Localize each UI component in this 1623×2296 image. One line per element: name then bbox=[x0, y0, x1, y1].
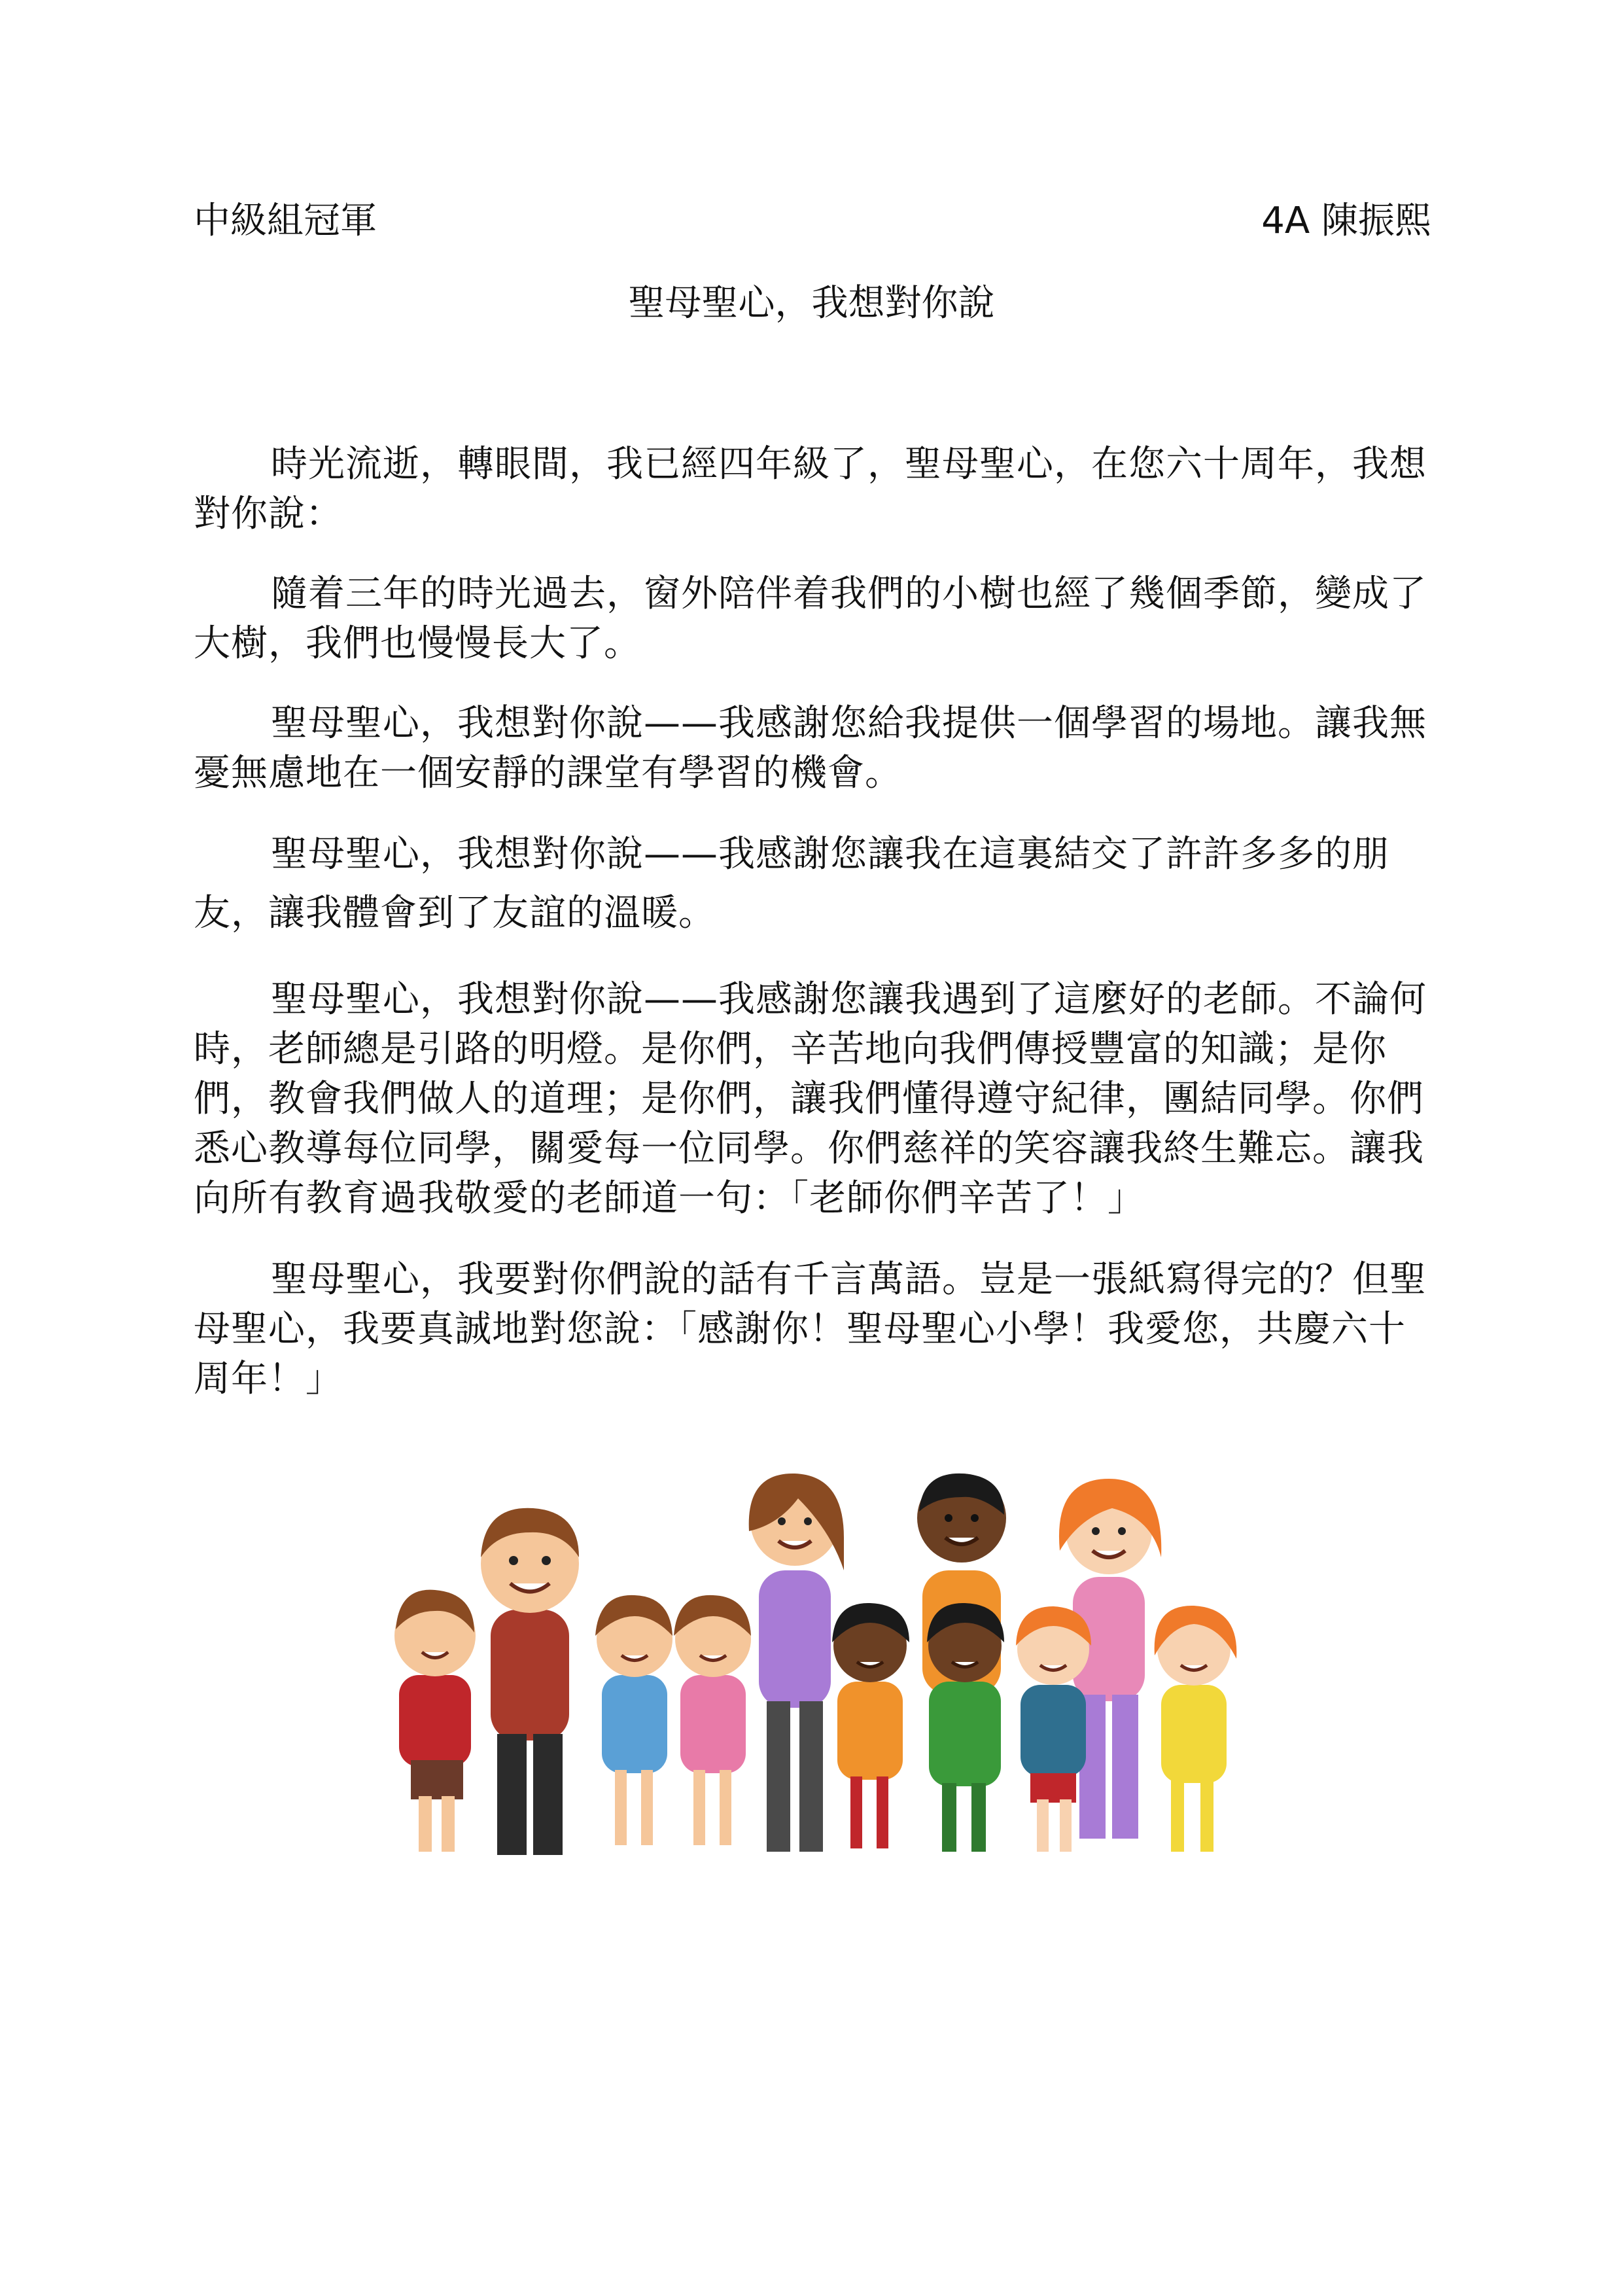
paragraph-line: 周年！」 bbox=[194, 1358, 343, 1400]
paragraph-1 bbox=[194, 440, 1450, 539]
paragraph-line: 對你說： bbox=[194, 493, 343, 535]
essay-title: 聖母聖心，我想對你說 bbox=[628, 282, 995, 325]
paragraph-line: 聖母聖心，我想對你說——我感謝您給我提供一個學習的場地。讓我無 bbox=[271, 702, 1427, 745]
child-figure bbox=[1155, 1606, 1237, 1852]
paragraph-line: 聖母聖心，我想對你說——我感謝您讓我遇到了這麼好的老師。不論何 bbox=[271, 978, 1427, 1021]
paragraph-2 bbox=[194, 569, 1450, 669]
paragraph-line: 友，讓我體會到了友誼的溫暖。 bbox=[194, 892, 716, 934]
adult-man-figure bbox=[481, 1508, 579, 1855]
paragraph-line: 隨着三年的時光過去，窗外陪伴着我們的小樹也經了幾個季節，變成了 bbox=[271, 573, 1427, 615]
child-figure bbox=[394, 1590, 476, 1852]
paragraph-line: 時，老師總是引路的明燈。是你們，辛苦地向我們傳授豐富的知識；是你 bbox=[194, 1028, 1387, 1070]
paragraph-3 bbox=[194, 699, 1450, 798]
paragraph-5 bbox=[194, 975, 1450, 1224]
paragraph-line: 聖母聖心，我要對你們說的話有千言萬語。豈是一張紙寫得完的？但聖 bbox=[271, 1258, 1427, 1301]
paragraph-line: 憂無慮地在一個安靜的課堂有學習的機會。 bbox=[194, 752, 902, 794]
child-figure bbox=[674, 1595, 751, 1845]
paragraph-line: 向所有教育過我敬愛的老師道一句：「老師你們辛苦了！」 bbox=[194, 1177, 1145, 1220]
paragraph-line: 們，教會我們做人的道理；是你們，讓我們懂得遵守紀律，團結同學。你們 bbox=[194, 1078, 1424, 1120]
paragraph-line: 悉心教導每位同學，關愛每一位同學。你們慈祥的笑容讓我終生難忘。讓我 bbox=[194, 1127, 1424, 1170]
paragraph-line: 時光流逝，轉眼間，我已經四年級了，聖母聖心，在您六十周年，我想 bbox=[271, 443, 1427, 486]
adult-woman-figure bbox=[749, 1474, 844, 1852]
paragraph-4 bbox=[194, 830, 1450, 938]
child-figure bbox=[927, 1603, 1004, 1852]
paragraph-line: 聖母聖心，我想對你說——我感謝您讓我在這裏結交了許許多多的朋 bbox=[271, 833, 1389, 875]
award-category: 中級組冠軍 bbox=[194, 200, 377, 242]
paragraph-6 bbox=[194, 1255, 1450, 1404]
child-figure bbox=[832, 1603, 909, 1848]
teachers-and-children-group-illustration bbox=[393, 1459, 1295, 1865]
paragraph-line: 母聖心，我要真誠地對您說：「感謝你！聖母聖心小學！我愛您，共慶六十 bbox=[194, 1308, 1406, 1351]
child-figure bbox=[595, 1595, 672, 1845]
author-name: 4A 陳振熙 bbox=[1261, 200, 1431, 242]
paragraph-line: 大樹，我們也慢慢長大了。 bbox=[194, 622, 641, 665]
